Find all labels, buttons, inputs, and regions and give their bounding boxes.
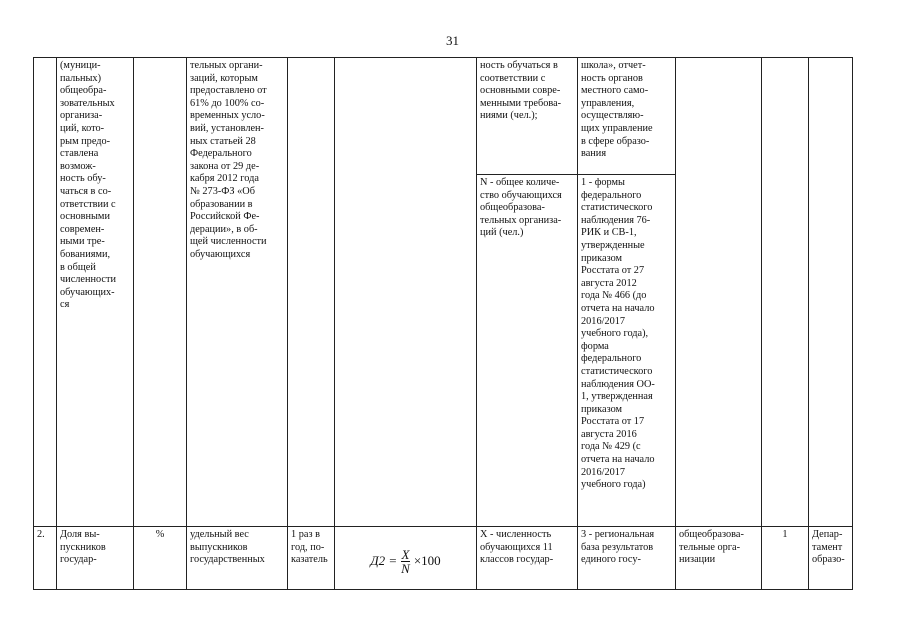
collection-method-cell — [762, 58, 809, 527]
indicator-name-cell: Доля вы- пускников государ- — [57, 527, 134, 590]
formula-numerator: X — [401, 546, 410, 562]
data-source-cell: 3 - региональная база результатов единого госу- — [578, 527, 676, 590]
formula-lhs: Д2 = — [370, 552, 398, 568]
data-source-cell: 1 - формы федерального статистического наблюдения 76- РИК и СВ-1, утвержденные приказом Росстата от 27 августа 2012 года № 466 (до отчета на начало 2016/2017 учебного года), форма федерального статистического наблюдения ОО- 1, утвержденная приказом Росстата от 17 августа 2016 года № 429 (с отчета на начало 2016/2017 учебного года) — [578, 175, 676, 527]
observation-unit-cell: общеобразова- тельные орга- низации — [676, 527, 762, 590]
definition-cell: удельный вес выпускников государственных — [187, 527, 288, 590]
variable-description-cell: ность обучаться в соответствии с основными совре- менными требова- ниями (чел.); — [477, 58, 578, 175]
indicator-table — [33, 57, 853, 590]
responsible-cell: Депар- тамент образо- — [809, 527, 853, 590]
formula-multiplier: ×100 — [413, 552, 441, 568]
variable-description-cell: X - численность обучающихся 11 классов государ- — [477, 527, 578, 590]
collection-method-cell: 1 — [762, 527, 809, 590]
variable-description-cell: N - общее количе- ство обучающихся общеобразова- тельных организа- ций (чел.) — [477, 175, 578, 527]
unit-cell: % — [134, 527, 187, 590]
responsible-cell — [809, 58, 853, 527]
unit-cell — [134, 58, 187, 527]
observation-unit-cell — [676, 58, 762, 527]
periodicity-cell: 1 раз в год, по- казатель — [288, 527, 335, 590]
periodicity-cell — [288, 58, 335, 527]
data-source-cell: школа», отчет- ность органов местного само- управления, осуществляю- щих управление в сфере образо- вания — [578, 58, 676, 175]
indicator-name-cell: (муници- пальных) общеобра- зовательных организа- ций, кото- рым предо- ставлена возмож- ность обу- чаться в со- ответствии с основными современ- ными тре- бованиями, в общей численности обучающих- ся — [57, 58, 134, 527]
table-row — [34, 527, 853, 590]
row-number-cell — [34, 58, 57, 527]
formula-denominator: N — [401, 560, 410, 576]
formula-cell — [335, 58, 477, 527]
formula-cell — [335, 527, 477, 590]
table-row — [34, 58, 853, 175]
definition-cell: тельных органи- заций, которым предоставлено от 61% до 100% со- временных усло- вий, установлен- ных статьей 28 Федерального закона от 29 де- кабря 2012 года № 273-ФЗ «Об образовании в Российской Фе- дерации», в об- щей численности обучающихся — [187, 58, 288, 527]
row-number-cell: 2. — [34, 527, 57, 590]
formula-fraction — [400, 548, 411, 575]
page-number: 31 — [446, 33, 459, 48]
formula — [338, 542, 473, 575]
